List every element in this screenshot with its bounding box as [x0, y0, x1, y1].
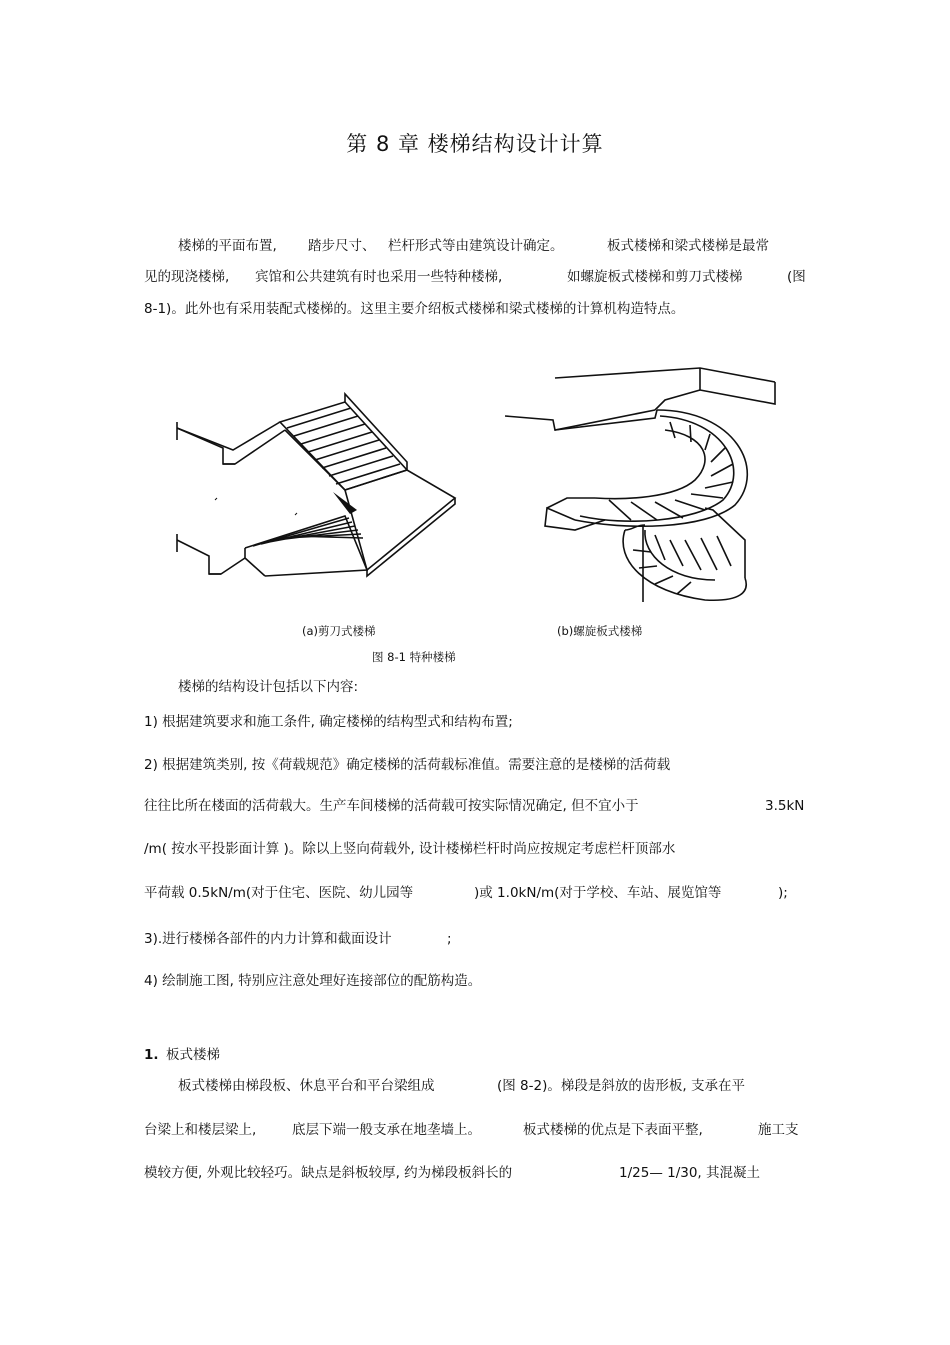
design-item-1: 1) 根据建筑要求和施工条件, 确定楼梯的结构型式和结构布置; [144, 714, 513, 730]
design-item-2b: 往往比所在楼面的活荷载大。生产车间楼梯的活荷载可按实际情况确定, 但不宜小于 [144, 798, 639, 814]
intro-line1-d: 板式楼梯和梁式楼梯是最常 [607, 238, 769, 254]
design-item-2c: /m( 按水平投影面计算 )。除以上竖向荷载外, 设计楼梯栏杆时尚应按规定考虑栏杆顶部水 [144, 841, 676, 857]
design-item-2d-c: ); [778, 885, 788, 901]
figure-caption: 图 8-1 特种楼梯 [372, 650, 456, 664]
figure-caption-a: (a)剪刀式楼梯 [302, 624, 376, 638]
design-item-2d-b: )或 1.0kN/m(对于学校、车站、展览馆等 [474, 885, 722, 901]
section-1-p1-b: (图 8-2)。梯段是斜放的齿形板, 支承在平 [497, 1078, 745, 1094]
intro-line1-c: 栏杆形式等由建筑设计确定。 [388, 238, 564, 254]
intro-line2-b: 宾馆和公共建筑有时也采用一些特种楼梯, [255, 269, 503, 285]
section-1-p2-a: 台梁上和楼层梁上, [144, 1122, 257, 1138]
section-1-number: 1. [144, 1047, 159, 1063]
intro-line1-b: 踏步尺寸、 [308, 238, 376, 254]
design-item-4: 4) 绘制施工图, 特别应注意处理好连接部位的配筋构造。 [144, 973, 482, 989]
intro-line2-d: (图 [787, 269, 806, 285]
spiral-stair-figure [505, 330, 795, 610]
design-item-2: 2) 根据建筑类别, 按《荷载规范》确定楼梯的活荷载标准值。需要注意的是楼梯的活荷载 [144, 757, 671, 773]
design-item-3-end: ; [447, 931, 452, 947]
intro-line3: 8-1)。此外也有采用装配式楼梯的。这里主要介绍板式楼梯和梁式楼梯的计算机构造特点。 [144, 301, 685, 317]
scissor-stair-figure [145, 330, 475, 610]
design-item-2d-a: 平荷载 0.5kN/m(对于住宅、医院、幼儿园等 [144, 885, 414, 901]
section-1-p2-d: 施工支 [758, 1122, 799, 1138]
chapter-title: 第 8 章 楼梯结构设计计算 [346, 132, 604, 156]
intro-line2-a: 见的现浇楼梯, [144, 269, 230, 285]
section-1-p3-a: 模较方便, 外观比较轻巧。缺点是斜板较厚, 约为梯段板斜长的 [144, 1165, 513, 1181]
section-1-heading: 板式楼梯 [166, 1047, 220, 1063]
section-1-p3-b: 1/25— 1/30, 其混凝土 [619, 1165, 761, 1181]
design-item-2b-value: 3.5kN [765, 798, 805, 814]
design-intro: 楼梯的结构设计包括以下内容: [178, 679, 359, 695]
section-1-p2-c: 板式楼梯的优点是下表面平整, [523, 1122, 703, 1138]
figure-caption-b: (b)螺旋板式楼梯 [557, 624, 643, 638]
section-1-p2-b: 底层下端一般支承在地垄墙上。 [292, 1122, 481, 1138]
section-1-p1-a: 板式楼梯由梯段板、休息平台和平台梁组成 [178, 1078, 435, 1094]
intro-line1-a: 楼梯的平面布置, [178, 238, 277, 254]
intro-line2-c: 如螺旋板式楼梯和剪刀式楼梯 [567, 269, 743, 285]
design-item-3: 3).进行楼梯各部件的内力计算和截面设计 [144, 931, 392, 947]
